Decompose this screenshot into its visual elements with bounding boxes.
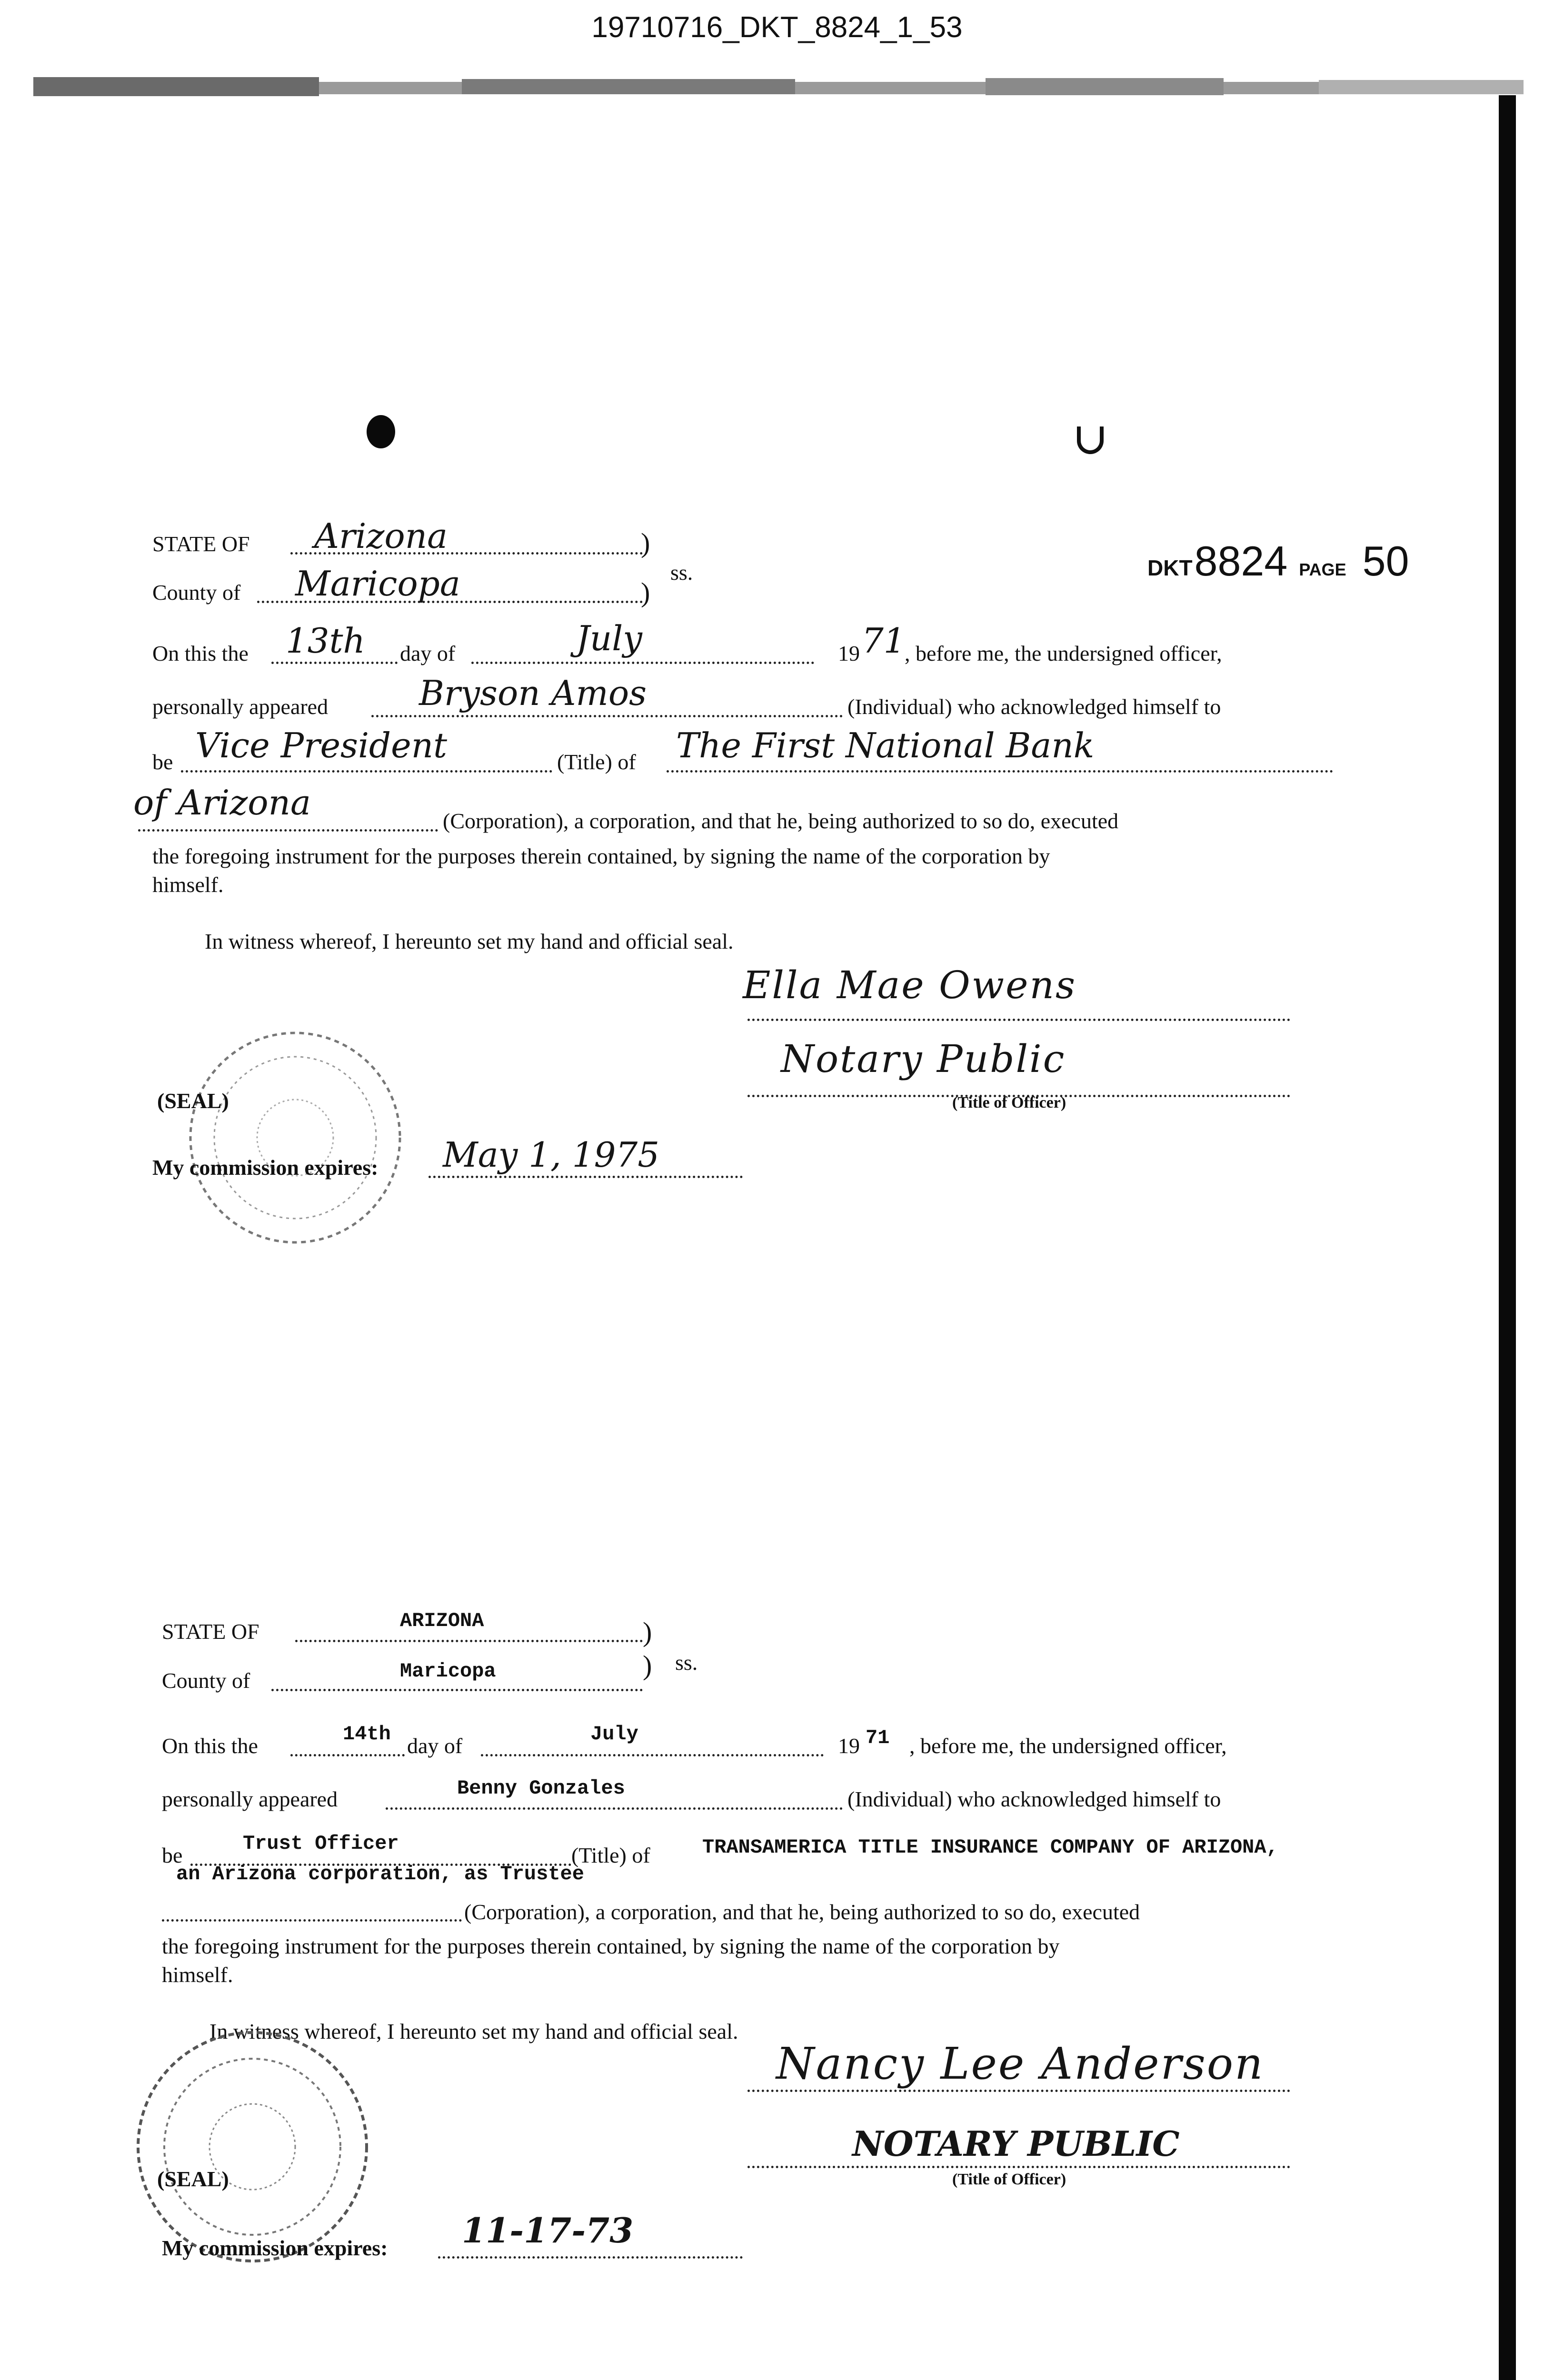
county-value: Maricopa xyxy=(400,1660,496,1683)
commission-value: May 1, 1975 xyxy=(443,1135,660,1175)
state-label: STATE OF xyxy=(152,532,250,556)
docket-number: 8824 xyxy=(1194,537,1288,585)
bracket: ) xyxy=(641,527,650,558)
himself-label: himself. xyxy=(152,873,224,897)
corporation-clause: (Corporation), a corporation, and that he, being authorized to so do, executed xyxy=(464,1900,1140,1924)
bracket: ) xyxy=(643,1650,652,1681)
appeared-label: personally appeared xyxy=(152,694,329,719)
commission-label: My commission expires: xyxy=(152,1155,379,1180)
year-prefix: 19 xyxy=(838,1734,860,1758)
appeared-label: personally appeared xyxy=(162,1787,338,1811)
state-value: Arizona xyxy=(314,516,448,556)
ss-label: ss. xyxy=(675,1650,698,1675)
docket-prefix: DKT xyxy=(1147,555,1193,580)
before-me-label: , before me, the undersigned officer, xyxy=(909,1734,1227,1758)
on-this-label: On this the xyxy=(152,641,249,665)
day-value: 13th xyxy=(286,621,365,661)
signature-line xyxy=(747,2090,1290,2092)
title-of-officer-label: (Title of Officer) xyxy=(952,2171,1066,2188)
day-of-label: day of xyxy=(407,1734,463,1758)
document-id-header: 19710716_DKT_8824_1_53 xyxy=(591,11,963,44)
individual-label: (Individual) who acknowledged himself to xyxy=(847,1787,1221,1811)
corporation-value-1: TRANSAMERICA TITLE INSURANCE COMPANY OF ARIZONA, xyxy=(702,1836,1278,1859)
page-label: PAGE xyxy=(1299,560,1346,579)
month-value: July xyxy=(590,1723,638,1745)
on-this-label: On this the xyxy=(162,1734,258,1758)
bracket: ) xyxy=(641,577,650,608)
day-line xyxy=(290,1754,405,1756)
notary-signature: Nancy Lee Anderson xyxy=(776,2038,1265,2089)
commission-line xyxy=(438,2256,743,2259)
foregoing-line: the foregoing instrument for the purposes therein contained, by signing the name of the corporation by xyxy=(162,1934,1060,1958)
corporation-value-2: of Arizona xyxy=(133,783,311,823)
commission-label: My commission expires: xyxy=(162,2236,388,2260)
day-value: 14th xyxy=(343,1723,391,1745)
state-label: STATE OF xyxy=(162,1619,259,1644)
be-label: be xyxy=(152,750,173,774)
notary-seal-icon xyxy=(129,2023,376,2271)
witness-line: In witness whereof, I hereunto set my hand and official seal. xyxy=(205,929,734,953)
title-value: Trust Officer xyxy=(243,1832,399,1855)
corporation-value-2: an Arizona corporation, as Trustee xyxy=(176,1863,584,1885)
officer-title-value: NOTARY PUBLIC xyxy=(852,2123,1180,2164)
person-line xyxy=(386,1807,843,1810)
year-value: 71 xyxy=(866,1726,890,1749)
county-label: County of xyxy=(162,1668,250,1693)
county-value: Maricopa xyxy=(295,564,460,604)
individual-label: (Individual) who acknowledged himself to xyxy=(847,694,1221,719)
himself-label: himself. xyxy=(162,1963,233,1987)
year-prefix: 19 xyxy=(838,641,860,665)
day-of-label: day of xyxy=(400,641,456,665)
corporation-value-1: The First National Bank xyxy=(676,725,1095,765)
officer-title-value: Notary Public xyxy=(781,1037,1066,1081)
before-me-label: , before me, the undersigned officer, xyxy=(905,641,1222,665)
page-number: 50 xyxy=(1362,537,1409,585)
title-of-officer-label: (Title of Officer) xyxy=(952,1094,1066,1111)
person-value: Benny Gonzales xyxy=(457,1777,625,1800)
title-value: Vice President xyxy=(195,725,448,765)
commission-value: 11-17-73 xyxy=(462,2210,634,2251)
seal-label: (SEAL) xyxy=(157,1089,229,1113)
officer-title-line xyxy=(747,2166,1290,2168)
bracket: ) xyxy=(643,1616,652,1647)
be-label: be xyxy=(162,1843,183,1867)
month-line xyxy=(481,1754,824,1756)
title-of-label: (Title) of xyxy=(557,750,636,774)
state-line xyxy=(295,1640,643,1642)
state-value: ARIZONA xyxy=(400,1609,484,1632)
seal-label: (SEAL) xyxy=(157,2167,229,2191)
title-of-label: (Title) of xyxy=(571,1843,650,1867)
county-label: County of xyxy=(152,580,241,605)
person-value: Bryson Amos xyxy=(419,673,647,713)
corporation-line-2 xyxy=(162,1919,462,1922)
month-value: July xyxy=(576,618,642,658)
foregoing-line: the foregoing instrument for the purposes therein contained, by signing the name of the corporation by xyxy=(152,844,1050,868)
county-line xyxy=(271,1689,643,1691)
ss-label: ss. xyxy=(670,560,693,585)
year-value: 71 xyxy=(862,621,906,661)
corporation-clause: (Corporation), a corporation, and that he, being authorized to so do, executed xyxy=(443,809,1119,833)
witness-line: In witness whereof, I hereunto set my hand and official seal. xyxy=(209,2019,738,2043)
notary-signature: Ella Mae Owens xyxy=(743,963,1077,1007)
